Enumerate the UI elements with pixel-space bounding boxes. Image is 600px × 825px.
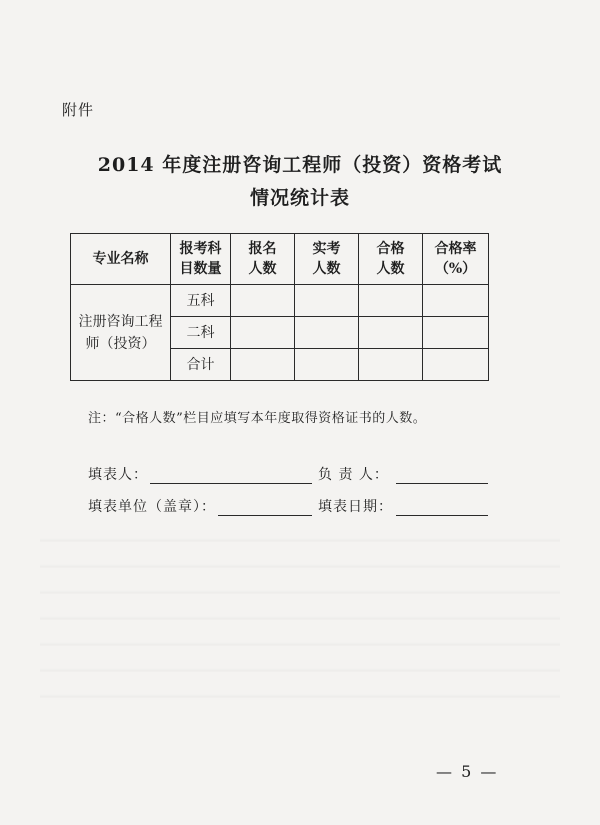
statistics-table <box>70 233 489 381</box>
row-label-five-subjects: 五科 <box>171 285 231 317</box>
header-subjects <box>171 234 231 285</box>
header-actual <box>295 234 359 285</box>
date-line <box>396 515 488 516</box>
table-header-row <box>71 234 489 285</box>
header-subjects-line2: 目数量 <box>179 261 222 277</box>
cell-empty <box>231 317 295 349</box>
header-passed-line1: 合格 <box>376 241 405 257</box>
table-row <box>71 285 489 317</box>
cell-empty <box>295 285 359 317</box>
header-registered-line2: 人数 <box>248 261 277 277</box>
table-note: 注：“合格人数”栏目应填写本年度取得资格证书的人数。 <box>88 411 427 426</box>
responsible-line <box>396 483 488 484</box>
header-passed <box>359 234 423 285</box>
date-label: 填表日期： <box>318 499 393 515</box>
document-title: 2014 年度注册咨询工程师（投资）资格考试 <box>97 154 503 176</box>
cell-empty <box>359 349 423 381</box>
row-label-total: 合计 <box>171 349 231 381</box>
cell-empty <box>359 285 423 317</box>
major-name-cell: 注册咨询工程师（投资） <box>71 285 171 381</box>
filler-line <box>150 483 312 484</box>
header-registered-line1: 报名 <box>248 241 277 257</box>
row-label-two-subjects: 二科 <box>171 317 231 349</box>
cell-empty <box>295 349 359 381</box>
header-actual-line2: 人数 <box>312 261 341 277</box>
header-subjects-line1: 报考科 <box>179 241 222 257</box>
cell-empty <box>295 317 359 349</box>
header-pass-rate-line2: （%） <box>434 261 477 277</box>
header-passed-line2: 人数 <box>376 261 405 277</box>
cell-empty <box>231 285 295 317</box>
page-number: — 5 — <box>436 762 499 781</box>
unit-line <box>218 515 312 516</box>
cell-empty <box>423 349 489 381</box>
unit-label: 填表单位（盖章）： <box>88 499 216 515</box>
cell-empty <box>359 317 423 349</box>
cell-empty <box>423 285 489 317</box>
responsible-label: 负 责 人： <box>318 467 389 483</box>
cell-empty <box>423 317 489 349</box>
header-pass-rate-line1: 合格率 <box>434 241 477 257</box>
annex-label: 附件 <box>62 101 95 119</box>
scan-bleed-through <box>40 520 560 720</box>
header-pass-rate <box>423 234 489 285</box>
document-subtitle: 情况统计表 <box>249 187 350 209</box>
header-registered <box>231 234 295 285</box>
filler-label: 填表人： <box>88 467 148 483</box>
header-actual-line1: 实考 <box>312 241 341 257</box>
header-major: 专业名称 <box>71 234 171 285</box>
cell-empty <box>231 349 295 381</box>
